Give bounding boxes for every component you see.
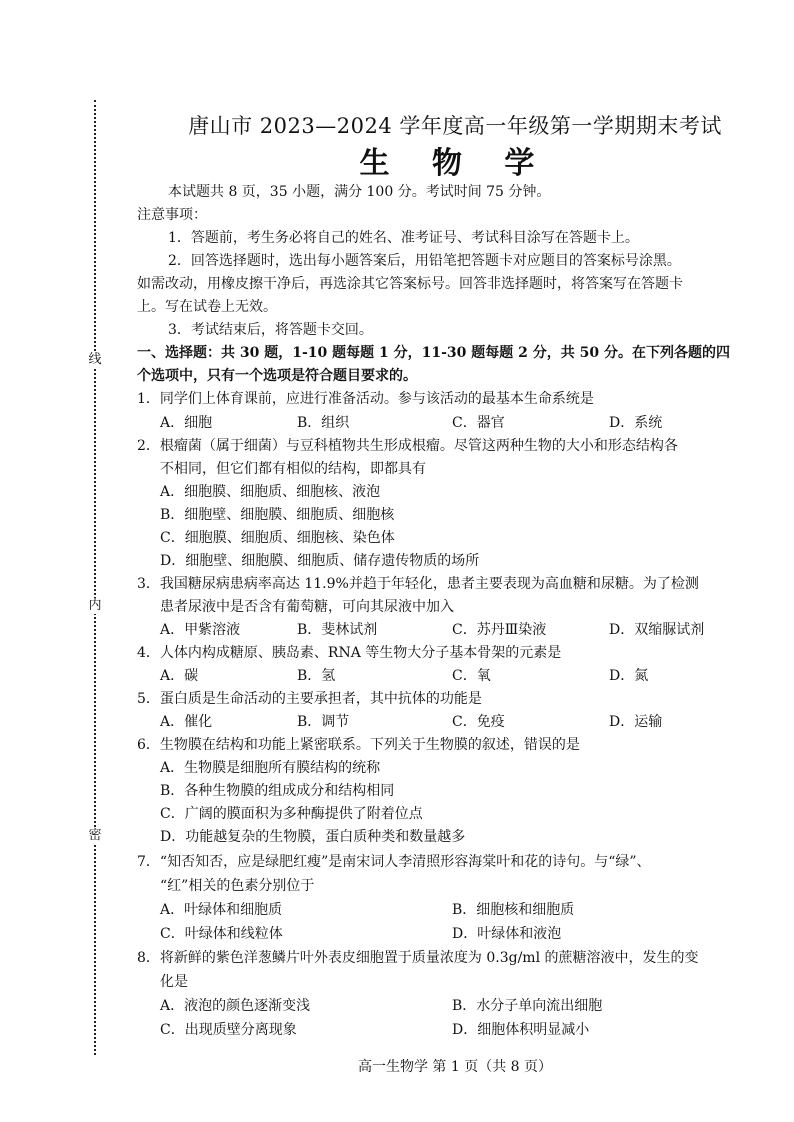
question-6-option-d: D．功能越复杂的生物膜，蛋白质种类和数量越多	[160, 829, 466, 845]
question-2-option-b: B．细胞壁、细胞膜、细胞质、细胞核	[160, 507, 395, 523]
question-2-stem: 2．根瘤菌（属于细菌）与豆科植物共生形成根瘤。尽管这两种生物的大小和形态结构各	[137, 438, 678, 454]
question-1-option-b: B．组织	[297, 415, 350, 431]
question-3-stem: 3．我国糖尿病患病率高达 11.9%并趋于年轻化，患者主要表现为高血糖和尿糖。为了检测	[137, 576, 699, 592]
notice-item-2-end: 上。写在试卷上无效。	[137, 299, 277, 315]
question-8-option-d: D．细胞体积明显减小	[452, 1022, 590, 1038]
question-5-option-b: B．调节	[297, 714, 350, 730]
question-4-stem: 4．人体内构成糖原、胰岛素、RNA 等生物大分子基本骨架的元素是	[137, 645, 562, 661]
notice-item-3: 3．考试结束后，将答题卡交回。	[168, 322, 373, 338]
question-6-option-b: B．各种生物膜的组成成分和结构相同	[160, 783, 395, 799]
question-3-option-d: D．双缩脲试剂	[609, 622, 705, 638]
question-5-stem: 5．蛋白质是生命活动的主要承担者，其中抗体的功能是	[137, 691, 482, 707]
notice-item-2-cont: 如需改动，用橡皮擦干净后，再选涂其它答案标号。回答非选择题时，将答案写在答题卡	[137, 276, 683, 292]
notice-item-2: 2．回答选择题时，选出每小题答案后，用铅笔把答题卡对应题目的答案标号涂黑。	[168, 253, 681, 269]
question-7-option-c: C．叶绿体和线粒体	[160, 926, 283, 942]
question-7-option-b: B．细胞核和细胞质	[452, 902, 575, 918]
question-5-option-d: D．运输	[609, 714, 663, 730]
question-4-option-a: A．碳	[160, 668, 199, 684]
question-6-stem: 6．生物膜在结构和功能上紧密联系。下列关于生物膜的叙述，错误的是	[137, 737, 580, 753]
question-4-option-b: B．氢	[297, 668, 336, 684]
question-4-option-c: C．氧	[452, 668, 491, 684]
notice-label: 注意事项：	[137, 207, 207, 223]
question-3-stem-cont: 患者尿液中是否含有葡萄糖，可向其尿液中加入	[160, 599, 454, 615]
question-1-option-a: A．细胞	[160, 415, 213, 431]
margin-char-seal: 密	[86, 828, 104, 844]
question-8-stem-cont: 化是	[160, 974, 188, 990]
subject-title: 生 物 学	[359, 146, 551, 181]
question-3-option-b: B．斐林试剂	[297, 622, 378, 638]
margin-char-inner: 内	[86, 598, 104, 614]
margin-char-line: 线	[86, 352, 104, 368]
section-heading-cont: 个选项中，只有一个选项是符合题目要求的。	[137, 368, 417, 384]
question-6-option-c: C．广阔的膜面积为多种酶提供了附着位点	[160, 806, 423, 822]
exam-summary: 本试题共 8 页，35 小题，满分 100 分。考试时间 75 分钟。	[168, 184, 551, 200]
question-6-option-a: A．生物膜是细胞所有膜结构的统称	[160, 760, 381, 776]
question-5-option-a: A．催化	[160, 714, 213, 730]
question-8-option-a: A．液泡的颜色逐渐变浅	[160, 998, 311, 1014]
question-3-option-c: C．苏丹Ⅲ染液	[452, 622, 547, 638]
question-1-stem: 1．同学们上体育课前，应进行准备活动。参与该活动的最基本生命系统是	[137, 391, 594, 407]
question-7-stem: 7．“知否知否，应是绿肥红瘦”是南宋词人李清照形容海棠叶和花的诗句。与“绿”、	[137, 854, 651, 870]
question-3-option-a: A．甲紫溶液	[160, 622, 241, 638]
section-heading: 一、选择题：共 30 题，1-10 题每题 1 分，11-30 题每题 2 分，共 50 分。在下列各题的四	[137, 345, 730, 361]
exam-title: 唐山市 2023—2024 学年度高一年级第一学期期末考试	[188, 114, 722, 138]
question-8-option-c: C．出现质壁分离现象	[160, 1022, 297, 1038]
question-1-option-d: D．系统	[609, 415, 663, 431]
question-7-option-a: A．叶绿体和细胞质	[160, 902, 283, 918]
binding-dotted-line	[94, 100, 96, 1055]
question-8-stem: 8．将新鲜的紫色洋葱鳞片叶外表皮细胞置于质量浓度为 0.3g/ml 的蔗糖溶液中，发生的变	[137, 950, 699, 966]
question-2-stem-cont: 不相同，但它们都有相似的结构，即都具有	[160, 461, 426, 477]
question-7-option-d: D．叶绿体和液泡	[452, 926, 562, 942]
question-4-option-d: D．氮	[609, 668, 649, 684]
question-2-option-d: D．细胞壁、细胞膜、细胞质、储存遗传物质的场所	[160, 553, 480, 569]
question-5-option-c: C．免疫	[452, 714, 505, 730]
page-footer: 高一生物学 第 1 页（共 8 页）	[357, 1059, 553, 1075]
question-1-option-c: C．器官	[452, 415, 505, 431]
notice-item-1: 1．答题前，考生务必将自己的姓名、准考证号、考试科目涂写在答题卡上。	[168, 230, 639, 246]
question-2-option-c: C．细胞膜、细胞质、细胞核、染色体	[160, 530, 395, 546]
question-8-option-b: B．水分子单向流出细胞	[452, 998, 603, 1014]
question-7-stem-cont: “红”相关的色素分别位于	[160, 878, 315, 894]
question-2-option-a: A．细胞膜、细胞质、细胞核、液泡	[160, 484, 381, 500]
